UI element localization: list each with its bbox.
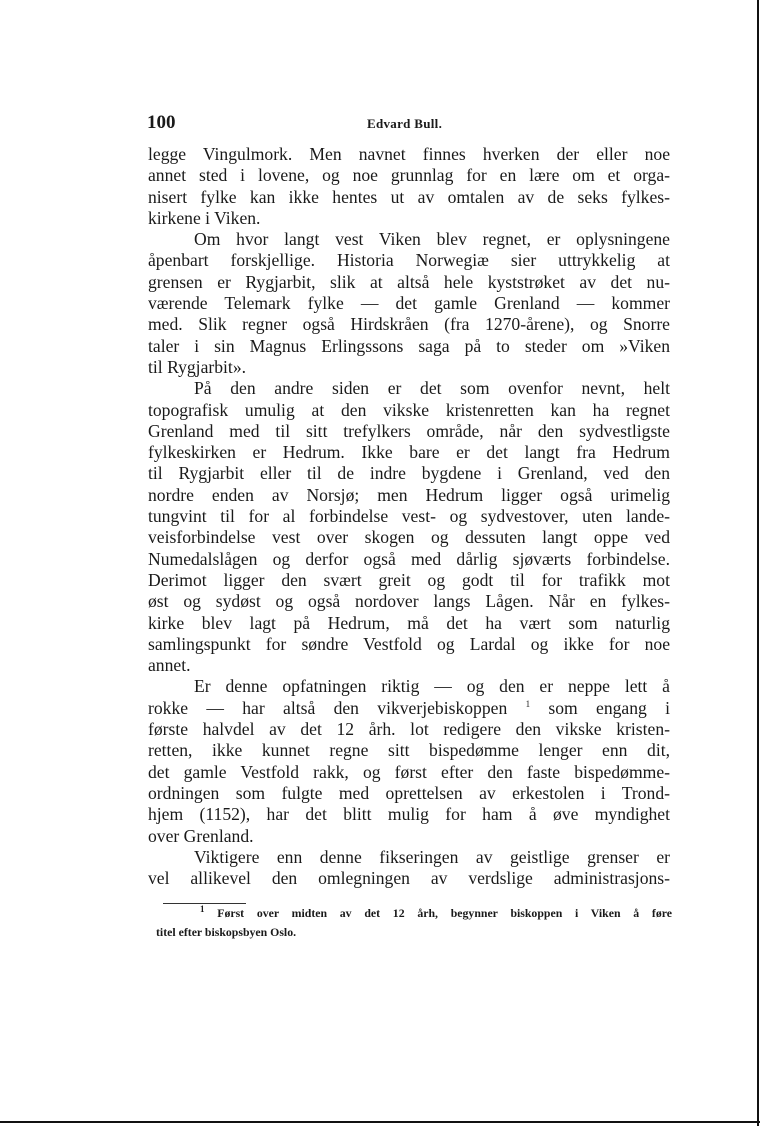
text-line: veisforbindelse vest over skogen og dessuten langt oppe ved: [148, 527, 670, 548]
text-line: med. Slik regner også Hirdskråen (fra 1270-årene), og Snorre: [148, 314, 670, 335]
text-line: nordre enden av Norsjø; men Hedrum ligger også urimelig: [148, 484, 670, 505]
running-head: Edvard Bull.: [367, 116, 443, 131]
text-line: taler i sin Magnus Erlingssons saga på to steder om »Viken: [148, 335, 670, 356]
page-edge-right: [757, 0, 759, 1126]
text-line-with-footnote: [148, 698, 670, 719]
text-segment: rokke — har altså den vikverjebiskoppen: [148, 697, 508, 718]
text-line: Grenland med til sitt trefylkers område, når den sydvestligste: [148, 420, 670, 441]
body-text: [148, 144, 670, 889]
footnote-text: Først over midten av det 12 årh, begynner biskoppen i Viken å føre: [217, 906, 672, 920]
text-line: retten, ikke kunnet regne sitt bispedømme lenger enn dit,: [148, 740, 670, 761]
text-line: kirke blev lagt på Hedrum, må det ha vært som naturlig: [148, 612, 670, 633]
text-line: til Rygjarbit eller til de indre bygdene i Grenland, ved den: [148, 463, 670, 484]
text-line: topografisk umulig at den vikske kristenretten kan ha regnet: [148, 399, 670, 420]
text-line: annet.: [148, 655, 191, 676]
footnote: [156, 904, 672, 942]
text-line: hjem (1152), har det blitt mulig for ham å øve myndighet: [148, 804, 670, 825]
text-line: vel allikevel den omlegningen av verdslige administrasjons-: [148, 868, 670, 889]
text-line: åpenbart forskjellige. Historia Norwegiæ sier uttrykkelig at: [148, 250, 670, 271]
text-line: annet sted i lovene, og noe grunnlag for en lære om et orga-: [148, 165, 670, 186]
text-line: første halvdel av det 12 årh. lot redigere den vikske kristen-: [148, 719, 670, 740]
text-line: På den andre siden er det som ovenfor nevnt, helt: [194, 378, 670, 399]
text-line: værende Telemark fylke — det gamle Grenland — kommer: [148, 293, 670, 314]
footnote-marker: 1: [525, 698, 531, 709]
text-line: legge Vingulmork. Men navnet finnes hverken der eller noe: [148, 144, 670, 164]
text-line: nisert fylke kan ikke hentes ut av omtalen av de seks fylkes-: [148, 186, 670, 207]
footnote-line: [156, 904, 672, 923]
text-segment: som engang i: [548, 697, 670, 718]
text-line: ordningen som fulgte med oprettelsen av erkestolen i Trond-: [148, 782, 670, 803]
footnote-line: titel efter biskopsbyen Oslo.: [156, 925, 297, 939]
text-line: samlingspunkt for søndre Vestfold og Lardal og ikke for noe: [148, 633, 670, 654]
text-line: over Grenland.: [148, 825, 254, 846]
text-line: kirkene i Viken.: [148, 207, 261, 228]
text-line: til Rygjarbit».: [148, 356, 247, 377]
page-header: [147, 112, 670, 134]
text-line: Er denne opfatningen riktig — og den er neppe lett å: [194, 676, 670, 697]
text-line: Viktigere enn denne fikseringen av geistlige grenser er: [194, 846, 670, 867]
text-line: grensen er Rygjarbit, slik at altså hele kyststrøket av det nu-: [148, 271, 670, 292]
text-line: Numedalslågen og derfor også med dårlig sjøværts forbindelse.: [148, 548, 670, 569]
text-line: fylkeskirken er Hedrum. Ikke bare er det langt fra Hedrum: [148, 442, 670, 463]
footnote-number: 1: [200, 904, 205, 915]
page-number: 100: [147, 112, 176, 133]
page-edge-bottom: [0, 1121, 760, 1123]
text-line: Derimot ligger den svært greit og godt til for trafikk mot: [148, 569, 670, 590]
text-line: Om hvor langt vest Viken blev regnet, er oplysningene: [194, 229, 670, 250]
text-line: øst og sydøst og også nordover langs Lågen. Når en fylkes-: [148, 591, 670, 612]
text-line: tungvint til for al forbindelse vest- og sydvestover, uten lande-: [148, 506, 670, 527]
text-line: det gamle Vestfold rakk, og først efter den faste bispedømme-: [148, 761, 670, 782]
